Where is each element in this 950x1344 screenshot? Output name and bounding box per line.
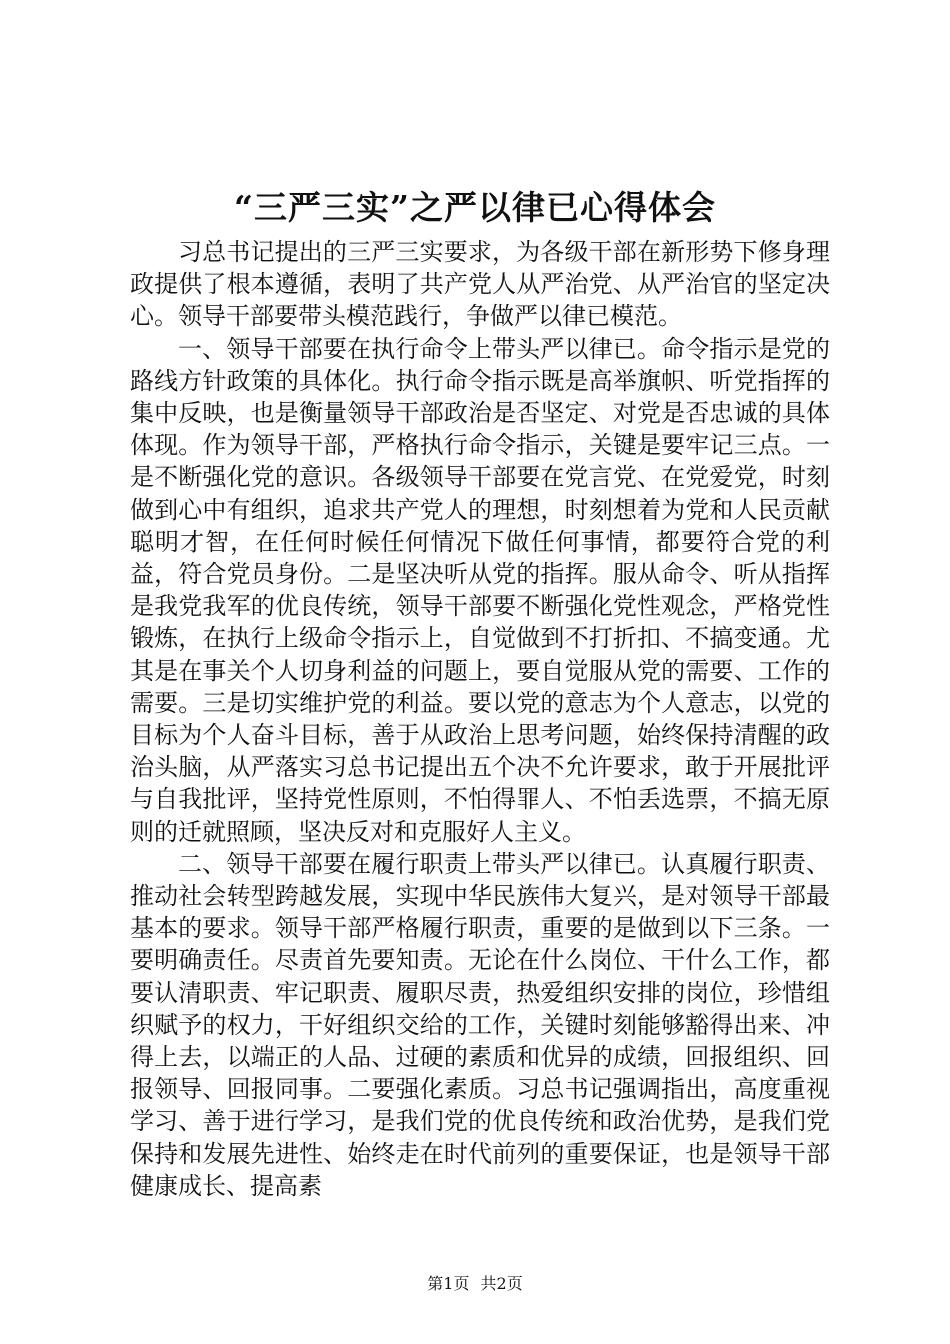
- page-number: 第1页: [427, 1274, 470, 1293]
- paragraph-section-two: 二、领导干部要在履行职责上带头严以律已。认真履行职责、推动社会转型跨越发展，实现中华民族伟大复兴，是对领导干部最基本的要求。领导干部严格履行职责，重要的是做到以下三条。一要明确责任。尽责首先要知责。无论在什么岗位、干什么工作，都要认清职责、牢记职责、履职尽责，热爱组织安排的岗位，珍惜组织赋予的权力，干好组织交给的工作，关键时刻能够豁得出来、冲得上去，以端正的人品、过硬的素质和优异的成绩，回报组织、回报领导、回报同事。二要强化素质。习总书记强调指出，高度重视学习、善于进行学习，是我们党的优良传统和政治优势，是我们党保持和发展先进性、始终走在时代前列的重要保证，也是领导干部健康成长、提高素: [130, 849, 830, 1200]
- page-footer: [0, 1274, 950, 1294]
- document-title: “三严三实”之严以律已心得体会: [234, 188, 716, 227]
- paragraph-intro: 习总书记提出的三严三实要求，为各级干部在新形势下修身理政提供了根本遵循，表明了共产党人从严治党、从严治官的坚定决心。领导干部要带头模范践行，争做严以律已模范。: [130, 238, 830, 331]
- document-body: [130, 236, 830, 1202]
- paragraph-section-one: 一、领导干部要在执行命令上带头严以律已。命令指示是党的路线方针政策的具体化。执行命令指示既是高举旗帜、听党指挥的集中反映，也是衡量领导干部政治是否坚定、对党是否忠诚的具体体现。作为领导干部，严格执行命令指示，关键是要牢记三点。一是不断强化党的意识。各级领导干部要在党言党、在党爱党，时刻做到心中有组织，追求共产党人的理想，时刻想着为党和人民贡献聪明才智，在任何时候任何情况下做任何事情，都要符合党的利益，符合党员身份。二是坚决听从党的指挥。服从命令、听从指挥是我党我军的优良传统，领导干部要不断强化党性观念，严格党性锻炼，在执行上级命令指示上，自觉做到不打折扣、不搞变通。尤其是在事关个人切身利益的问题上，要自觉服从党的需要、工作的需要。三是切实维护党的利益。要以党的意志为个人意志，以党的目标为个人奋斗目标，善于从政治上思考问题，始终保持清醒的政治头脑，从严落实习总书记提出五个决不允许要求，敢于开展批评与自我批评，坚持党性原则，不怕得罪人、不怕丢选票，不搞无原则的迁就照顾，坚决反对和克服好人主义。: [130, 334, 830, 846]
- page-total: 共2页: [480, 1274, 523, 1293]
